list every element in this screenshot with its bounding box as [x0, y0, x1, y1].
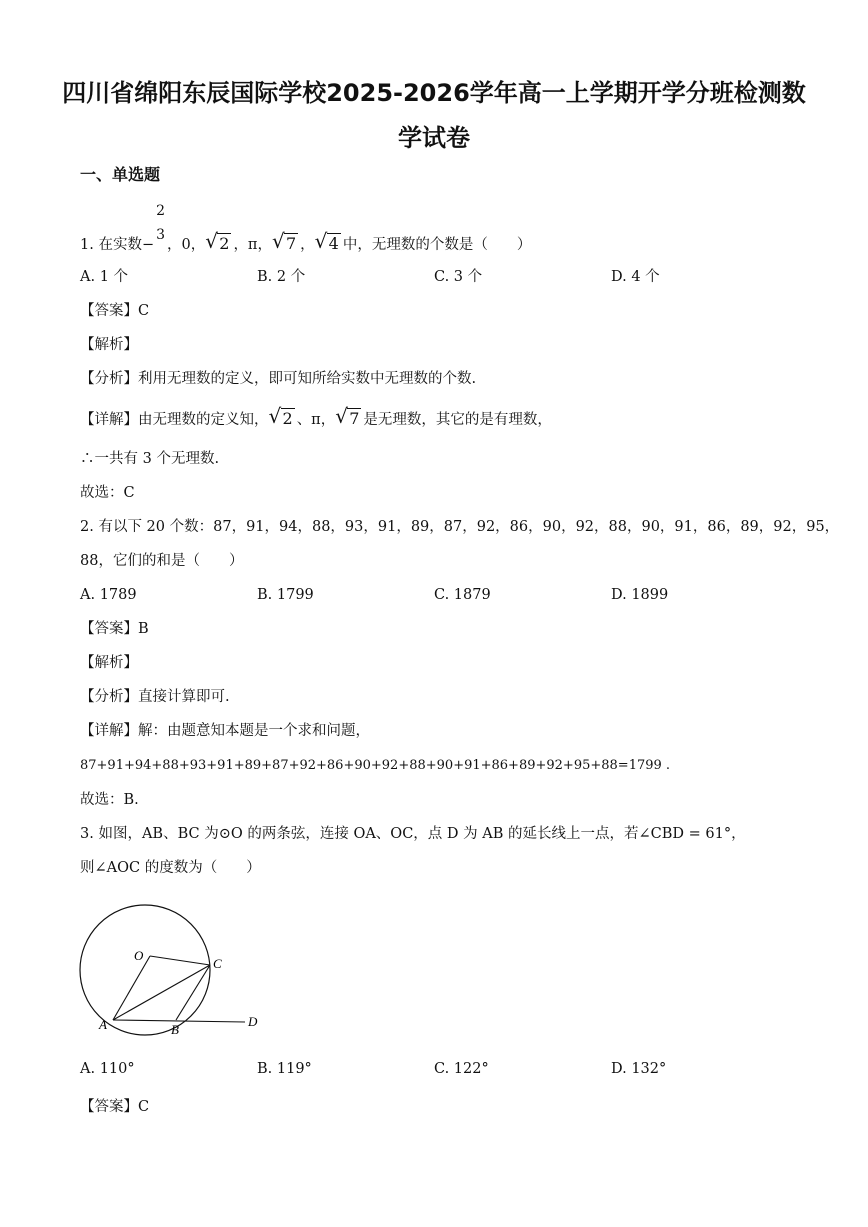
q2-analysis: 【分析】直接计算即可. [80, 689, 230, 705]
q1-conclusion: ∴一共有 3 个无理数. [80, 451, 220, 467]
label-c: C [213, 956, 222, 971]
circle-o [80, 905, 210, 1035]
q1-detail: 【详解】由无理数的定义知，√ 2 、π，√ 7 是无理数，其它的是有理数， [80, 409, 552, 430]
line-ad [113, 1020, 245, 1022]
q3-stem-line1: 3. 如图，AB、BC 为⊙O 的两条弦，连接 OA、OC，点 D 为 AB 的延长线上一点，若∠CBD = 61°， [80, 826, 746, 842]
q2-sum-equation: 87+91+94+88+93+91+89+87+92+86+90+92+88+90+91+86+89+92+95+88=1799 . [80, 758, 671, 773]
q1-choice: 故选：C [80, 485, 135, 501]
q1-option-d: D. 4 个 [611, 269, 660, 285]
q2-choice: 故选：B. [80, 792, 139, 808]
q3-option-b: B. 119° [257, 1061, 312, 1077]
section-heading: 一、单选题 [80, 165, 161, 184]
q3-circle-diagram [70, 900, 280, 1040]
q3-stem-line2: 则∠AOC 的度数为（ ） [80, 860, 261, 876]
q1-option-b: B. 2 个 [257, 269, 306, 285]
q1-stem: 1. 在实数− 2 3 ，0，√ 2 ，π，√ 7 ，√ 4 中，无理数的个数是（ ） [80, 229, 531, 261]
q2-option-c: C. 1879 [434, 587, 491, 603]
label-o: O [134, 948, 144, 963]
q1-sqrt-a: √ 2 [207, 234, 231, 255]
q2-detail: 【详解】解：由题意知本题是一个求和问题， [80, 723, 370, 739]
q1-fraction: 2 3 [156, 203, 166, 243]
q1-option-a: A. 1 个 [80, 269, 129, 285]
q2-option-a: A. 1789 [80, 587, 137, 603]
label-d: D [248, 1014, 258, 1029]
q1-analysis-heading: 【解析】 [80, 337, 138, 353]
label-b: B [171, 1022, 179, 1037]
q2-option-b: B. 1799 [257, 587, 314, 603]
segment-bc [176, 965, 210, 1020]
q2-option-d: D. 1899 [611, 587, 669, 603]
q1-sqrt-b: √ 7 [274, 234, 298, 255]
exam-title-line1: 四川省绵阳东辰国际学校2025-2026学年高一上学期开学分班检测数 [62, 79, 806, 107]
q3-option-c: C. 122° [434, 1061, 489, 1077]
q1-sqrt-c: √ 4 [317, 234, 341, 255]
exam-title-line2: 学试卷 [398, 124, 470, 152]
q2-stem-line1: 2. 有以下 20 个数：87，91，94，88，93，91，89，87，92，86，90，92，88，90，91，86，89，92，95， [80, 519, 840, 535]
segment-oa [113, 956, 150, 1020]
q2-analysis-heading: 【解析】 [80, 655, 138, 671]
q1-option-c: C. 3 个 [434, 269, 483, 285]
q3-option-d: D. 132° [611, 1061, 667, 1077]
q3-option-a: A. 110° [80, 1061, 135, 1077]
q1-answer: 【答案】C [80, 303, 150, 319]
label-a: A [99, 1017, 107, 1032]
q2-answer: 【答案】B [80, 621, 149, 637]
q1-analysis: 【分析】利用无理数的定义，即可知所给实数中无理数的个数. [80, 371, 477, 387]
q3-answer: 【答案】C [80, 1099, 150, 1115]
segment-oc [150, 956, 210, 965]
q2-stem-line2: 88，它们的和是（ ） [80, 553, 244, 569]
